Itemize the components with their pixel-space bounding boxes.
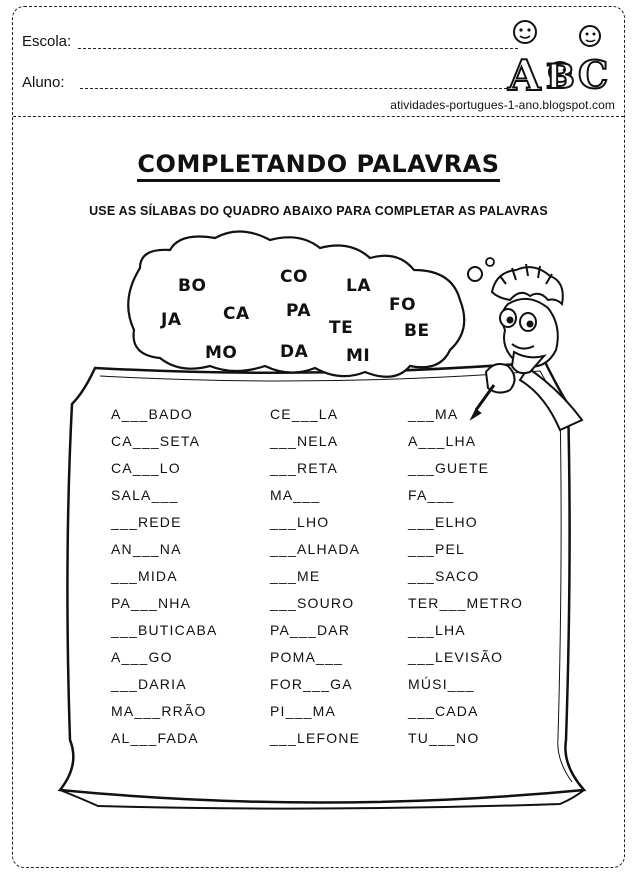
- fill-in-word[interactable]: AN___NA: [111, 541, 182, 557]
- fill-in-word[interactable]: CE___LA: [270, 406, 339, 422]
- fill-in-word[interactable]: ___ME: [270, 568, 321, 584]
- page-title: COMPLETANDO PALAVRAS: [0, 150, 637, 178]
- fill-in-word[interactable]: AL___FADA: [111, 730, 199, 746]
- fill-in-word[interactable]: FA___: [408, 487, 455, 503]
- fill-in-word[interactable]: ___DARIA: [111, 676, 187, 692]
- word-column-2: [270, 405, 360, 756]
- student-label: Aluno:: [22, 74, 65, 91]
- fill-in-word[interactable]: MÚSI___: [408, 676, 475, 692]
- fill-in-word[interactable]: A___LHA: [408, 433, 477, 449]
- fill-in-word[interactable]: ___BUTICABA: [111, 622, 218, 638]
- fill-in-word[interactable]: MA___RRÃO: [111, 703, 207, 719]
- fill-in-word[interactable]: ___REDE: [111, 514, 182, 530]
- syllable-bo: BO: [178, 276, 207, 296]
- fill-in-word[interactable]: FOR___GA: [270, 676, 353, 692]
- syllable-la: LA: [346, 276, 371, 296]
- syllable-co: CO: [280, 267, 308, 287]
- fill-in-word[interactable]: TER___METRO: [408, 595, 524, 611]
- syllable-ca: CA: [223, 304, 250, 324]
- fill-in-word[interactable]: PI___MA: [270, 703, 336, 719]
- instruction-text: USE AS SÍLABAS DO QUADRO ABAIXO PARA COMPLETAR AS PALAVRAS: [89, 204, 548, 218]
- fill-in-word[interactable]: PA___DAR: [270, 622, 351, 638]
- fill-in-word[interactable]: ___PEL: [408, 541, 466, 557]
- syllable-be: BE: [404, 321, 430, 341]
- fill-in-word[interactable]: ___ELHO: [408, 514, 478, 530]
- fill-in-word[interactable]: A___GO: [111, 649, 173, 665]
- fill-in-word[interactable]: CA___SETA: [111, 433, 201, 449]
- blog-url: atividades-portugues-1-ano.blogspot.com: [390, 98, 615, 112]
- fill-in-word[interactable]: A___BADO: [111, 406, 193, 422]
- fill-in-word[interactable]: ___SACO: [408, 568, 480, 584]
- fill-in-word[interactable]: TU___NO: [408, 730, 480, 746]
- syllable-fo: FO: [389, 295, 417, 315]
- logo-letter-a: A: [508, 51, 541, 100]
- word-column-3: [408, 405, 523, 756]
- fill-in-word[interactable]: ___GUETE: [408, 460, 490, 476]
- syllable-te: TE: [329, 318, 354, 338]
- syllable-pa: PA: [286, 301, 312, 321]
- syllable-cloud: [128, 231, 494, 376]
- fill-in-word[interactable]: PA___NHA: [111, 595, 192, 611]
- syllable-da: DA: [280, 342, 309, 362]
- fill-in-word[interactable]: ___LHA: [408, 622, 466, 638]
- fill-in-word[interactable]: POMA___: [270, 649, 343, 665]
- fill-in-word[interactable]: ___NELA: [270, 433, 339, 449]
- fill-in-word[interactable]: ___CADA: [408, 703, 479, 719]
- logo-letter-b: B: [546, 57, 575, 97]
- fill-in-word[interactable]: CA___LO: [111, 460, 181, 476]
- fill-in-word[interactable]: MA___: [270, 487, 321, 503]
- fill-in-word[interactable]: ___ALHADA: [270, 541, 361, 557]
- syllable-mi: MI: [346, 346, 371, 366]
- school-label: Escola:: [22, 33, 72, 50]
- logo-letter-c: C: [578, 52, 609, 97]
- fill-in-word[interactable]: ___LHO: [270, 514, 330, 530]
- fill-in-word[interactable]: ___LEFONE: [270, 730, 361, 746]
- syllable-mo: MO: [205, 343, 238, 363]
- fill-in-word[interactable]: ___LEVISÃO: [408, 649, 504, 665]
- fill-in-word[interactable]: ___RETA: [270, 460, 339, 476]
- word-column-1: [111, 405, 218, 756]
- fill-in-word[interactable]: ___MA: [408, 406, 459, 422]
- fill-in-word[interactable]: ___MIDA: [111, 568, 178, 584]
- syllable-ja: JA: [161, 310, 182, 330]
- fill-in-word[interactable]: SALA___: [111, 487, 179, 503]
- fill-in-word[interactable]: ___SOURO: [270, 595, 355, 611]
